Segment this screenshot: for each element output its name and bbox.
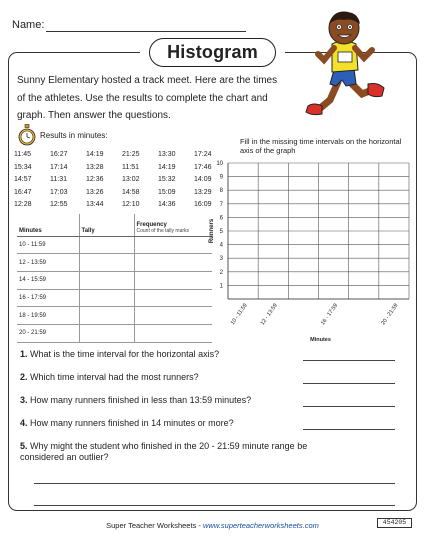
- x-tick-label: 16 - 17:59: [320, 302, 340, 327]
- tally-header: Tally: [79, 214, 134, 236]
- result-time: 17:14: [50, 163, 68, 171]
- y-tick-label: 8: [219, 188, 223, 195]
- result-time: 21:25: [122, 151, 140, 158]
- worksheet-code: 454205: [377, 518, 412, 528]
- question-text: How many runners finished in 14 minutes or more?: [30, 418, 234, 428]
- stopwatch-icon: [17, 124, 37, 146]
- result-time: 17:24: [194, 151, 212, 158]
- result-time: 13:02: [122, 176, 140, 183]
- y-tick-label: 6: [219, 215, 223, 222]
- footer: [0, 521, 425, 530]
- graph-prompt: Fill in the missing time intervals on the horizontal axis of the graph: [240, 137, 402, 155]
- table-row: [17, 289, 212, 307]
- x-axis-label: Minutes: [310, 337, 331, 343]
- footer-separator: -: [196, 521, 203, 530]
- frequency-cell[interactable]: [134, 289, 212, 307]
- result-time: 14:19: [158, 163, 176, 171]
- frequency-cell[interactable]: [134, 324, 212, 342]
- question-number: 3.: [20, 395, 28, 405]
- result-time: 12:28: [14, 201, 32, 208]
- results-grid: [14, 150, 230, 209]
- y-tick-label: 10: [216, 161, 223, 167]
- y-tick-label: 5: [219, 229, 223, 235]
- answer-line-3[interactable]: [303, 406, 395, 407]
- results-label: Results in minutes:: [40, 131, 108, 140]
- question-number: 4.: [20, 418, 28, 428]
- interval-cell: 14 - 15:59: [17, 271, 79, 289]
- y-tick-label: 2: [219, 269, 223, 276]
- result-time: 14:57: [14, 176, 32, 183]
- tally-cell[interactable]: [79, 254, 134, 272]
- frequency-header-note: Count of the tally marks: [136, 227, 190, 234]
- result-time: 13:44: [86, 201, 104, 208]
- question-number: 2.: [20, 372, 28, 382]
- x-tick-label: 12 - 13:59: [259, 302, 279, 327]
- question-text: Which time interval had the most runners?: [30, 372, 199, 382]
- question-number: 5.: [20, 441, 28, 451]
- name-label: Name:: [12, 19, 45, 31]
- frequency-header-label: Frequency: [136, 221, 167, 228]
- tally-cell[interactable]: [79, 289, 134, 307]
- y-tick-label: 7: [219, 201, 223, 208]
- interval-cell: 16 - 17:59: [17, 289, 79, 307]
- result-time: 15:09: [158, 188, 176, 196]
- result-time: 15:32: [158, 176, 176, 183]
- frequency-cell[interactable]: [134, 307, 212, 325]
- result-time: 11:51: [122, 163, 139, 171]
- x-tick-label: 20 - 21:59: [380, 302, 400, 327]
- interval-cell: 18 - 19:59: [17, 307, 79, 325]
- footer-brand: Super Teacher Worksheets: [106, 521, 197, 530]
- runner-illustration: [300, 2, 390, 130]
- footer-url[interactable]: www.superteacherworksheets.com: [202, 521, 319, 530]
- question-4: [20, 418, 405, 428]
- tally-cell[interactable]: [79, 307, 134, 325]
- result-time: 14:36: [158, 201, 176, 208]
- question-text: How many runners finished in less than 13:59 minutes?: [30, 395, 252, 405]
- result-time: 12:55: [50, 201, 68, 208]
- result-time: 14:09: [194, 176, 212, 183]
- answer-line-4[interactable]: [303, 429, 395, 430]
- table-row: [17, 236, 212, 254]
- result-time: 17:46: [194, 163, 212, 171]
- table-row: [17, 254, 212, 272]
- question-text: Why might the student who finished in the 20 - 21:59 minute range be considered an outlier?: [20, 441, 308, 462]
- result-time: 13:29: [194, 188, 212, 196]
- frequency-cell[interactable]: [134, 236, 212, 254]
- histogram-graph[interactable]: [207, 155, 419, 345]
- page-title: Histogram: [167, 42, 258, 62]
- result-time: 13:30: [158, 151, 176, 158]
- interval-cell: 10 - 11:59: [17, 236, 79, 254]
- y-tick-label: 3: [219, 256, 223, 263]
- result-time: 16:47: [14, 188, 32, 196]
- question-3: [20, 395, 405, 405]
- result-time: 13:26: [86, 188, 104, 196]
- frequency-cell[interactable]: [134, 271, 212, 289]
- tally-cell[interactable]: [79, 324, 134, 342]
- question-5: [20, 441, 350, 463]
- result-time: 11:31: [50, 176, 67, 183]
- result-time: 13:28: [86, 163, 104, 171]
- result-time: 12:36: [86, 176, 104, 183]
- x-tick-label: 10 - 11:59: [229, 302, 249, 327]
- name-line[interactable]: [46, 31, 246, 32]
- question-1: [20, 349, 405, 359]
- result-time: 14:58: [122, 188, 140, 196]
- result-time: 16:09: [194, 201, 212, 208]
- y-tick-label: 1: [219, 283, 223, 290]
- frequency-cell[interactable]: [134, 254, 212, 272]
- answer-line-5a[interactable]: [34, 483, 395, 484]
- table-row: [17, 324, 212, 342]
- tally-cell[interactable]: [79, 236, 134, 254]
- answer-line-1[interactable]: [303, 360, 395, 361]
- table-row: [17, 307, 212, 325]
- tally-cell[interactable]: [79, 271, 134, 289]
- y-tick-label: 9: [219, 174, 223, 181]
- question-number: 1.: [20, 349, 28, 359]
- result-time: 12:10: [122, 201, 140, 208]
- result-time: 11:45: [14, 151, 31, 158]
- result-time: 16:27: [50, 151, 68, 158]
- answer-line-2[interactable]: [303, 383, 395, 384]
- question-2: [20, 372, 405, 382]
- interval-cell: 12 - 13:59: [17, 254, 79, 272]
- frequency-header: [134, 214, 212, 236]
- result-time: 17:03: [50, 188, 68, 196]
- result-time: 14:19: [86, 151, 104, 158]
- title-box: [149, 38, 276, 67]
- y-tick-label: 4: [219, 242, 223, 249]
- intro-paragraph: Sunny Elementary hosted a track meet. Here are the times of the athletes. Use the results to complete the chart and graph. Then answer the questions.: [17, 75, 278, 121]
- interval-cell: 20 - 21:59: [17, 324, 79, 342]
- answer-line-5b[interactable]: [34, 505, 395, 506]
- minutes-header: Minutes: [17, 214, 79, 236]
- question-text: What is the time interval for the horizontal axis?: [30, 349, 220, 359]
- tally-table: [17, 214, 212, 343]
- result-time: 15:34: [14, 163, 32, 171]
- y-axis-label: Runners: [209, 218, 215, 244]
- table-row: [17, 271, 212, 289]
